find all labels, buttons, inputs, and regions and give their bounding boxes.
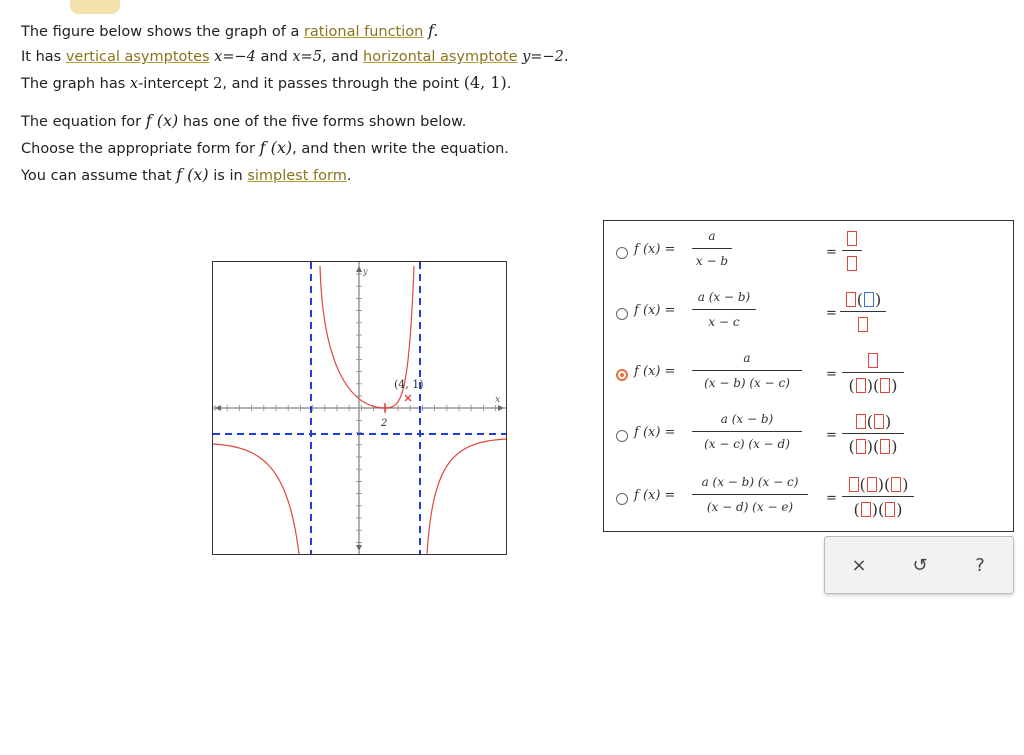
input-slot[interactable] <box>868 353 878 368</box>
denominator: x − c <box>708 315 740 329</box>
input-slot[interactable] <box>891 477 901 492</box>
math-x-5: x=5 <box>292 49 322 65</box>
text: , and <box>321 49 364 65</box>
math-x-neg4: x=−4 <box>214 49 256 65</box>
math-point: (4, 1) <box>463 73 507 92</box>
curve-branch-right <box>427 439 506 554</box>
numerator: a (x − b) <box>697 290 751 304</box>
graph-canvas <box>213 262 508 556</box>
x-axis-label: x <box>495 395 501 405</box>
math-fx: f (x) <box>176 165 209 184</box>
rational-function-link[interactable]: rational function <box>303 24 424 40</box>
option-row-4[interactable] <box>604 404 1015 464</box>
undo-button[interactable]: ↺ <box>912 555 928 576</box>
option-radio-4[interactable] <box>616 430 628 442</box>
text: . <box>346 168 352 184</box>
option-radio-1[interactable] <box>616 247 628 259</box>
math-y-neg2: y=−2. <box>522 49 569 65</box>
horizontal-asymptote-link[interactable]: horizontal asymptote <box>363 49 518 65</box>
math-fx: f (x) <box>259 138 293 157</box>
equals-sign: = <box>826 245 837 260</box>
equals-sign: = <box>826 367 837 382</box>
x-intercept-label: 2 <box>381 418 388 429</box>
answer-input-2[interactable]: ( ) <box>840 289 886 334</box>
answer-input-3[interactable]: ( )( ) <box>842 350 904 395</box>
math-x: x <box>129 76 139 92</box>
text: and <box>255 49 293 65</box>
numerator: a (x − b) (x − c) <box>701 475 799 489</box>
function-graph <box>212 261 507 555</box>
input-slot[interactable] <box>856 414 866 429</box>
input-slot[interactable] <box>880 439 890 454</box>
text: Choose the appropriate form for <box>21 141 260 157</box>
denominator: x − b <box>695 254 729 268</box>
text: The graph has <box>21 76 130 92</box>
numerator: a <box>743 351 751 365</box>
text: It has <box>21 49 66 65</box>
form-fraction <box>692 410 802 453</box>
form-fraction <box>692 349 802 392</box>
option-radio-5[interactable] <box>616 493 628 505</box>
point-label: (4, 1) <box>394 378 424 391</box>
problem-statement <box>21 18 568 97</box>
input-slot[interactable] <box>874 414 884 429</box>
numerator: a (x − b) <box>720 412 774 426</box>
option-radio-3-selected[interactable] <box>616 369 628 381</box>
numerator: a <box>708 229 716 243</box>
answer-forms-panel <box>603 220 1014 532</box>
y-axis-arrow-icon <box>356 266 362 272</box>
text: is in <box>208 168 248 184</box>
equals-sign: = <box>826 491 837 506</box>
answer-input-4[interactable]: ( ) ( )( ) <box>842 411 904 456</box>
option-label: f (x) = <box>634 364 676 379</box>
equals-sign: = <box>826 306 837 321</box>
input-slot[interactable] <box>867 477 877 492</box>
simplest-form-link[interactable]: simplest form <box>247 168 347 184</box>
y-axis-label: y <box>363 267 368 276</box>
math-2: 2 <box>213 76 223 92</box>
form-fraction <box>692 288 756 331</box>
input-slot[interactable] <box>856 378 866 393</box>
intro-text: The figure below shows the graph of a <box>21 24 304 40</box>
input-slot[interactable] <box>849 477 859 492</box>
text: . <box>506 76 512 92</box>
x-intercept-marker <box>380 403 390 413</box>
text: , and then write the equation. <box>292 141 509 157</box>
text: You can assume that <box>21 168 177 184</box>
input-slot[interactable] <box>858 317 868 332</box>
option-radio-2[interactable] <box>616 308 628 320</box>
clear-button[interactable]: × <box>851 555 867 576</box>
curve-branch-left <box>213 444 299 554</box>
denominator: (x − b) (x − c) <box>704 376 790 390</box>
text: -intercept <box>138 76 214 92</box>
text: The equation for <box>21 114 146 130</box>
input-slot[interactable] <box>861 502 871 517</box>
text: has one of the five forms shown below. <box>178 114 467 130</box>
answer-input-5[interactable]: ( )( ) ( )( ) <box>842 474 914 519</box>
option-row-2[interactable] <box>604 282 1015 342</box>
input-slot[interactable] <box>847 256 857 271</box>
y-axis-arrow-down-icon <box>356 545 362 551</box>
answer-input-1[interactable] <box>842 228 862 273</box>
collapse-chevron-tab[interactable] <box>70 0 120 14</box>
x-axis-arrow-icon <box>498 405 504 411</box>
option-row-3[interactable] <box>604 343 1015 403</box>
input-slot[interactable] <box>880 378 890 393</box>
x-axis-arrow-left-icon <box>215 405 221 411</box>
chevron-down-icon <box>70 0 120 14</box>
form-fraction <box>692 227 732 270</box>
input-slot[interactable] <box>885 502 895 517</box>
f-symbol: f. <box>427 21 439 40</box>
form-fraction <box>692 473 808 516</box>
option-label: f (x) = <box>634 242 676 257</box>
point-marker <box>405 395 411 401</box>
denominator: (x − d) (x − e) <box>706 500 794 514</box>
answer-toolbar <box>824 536 1014 594</box>
option-label: f (x) = <box>634 488 676 503</box>
input-slot[interactable] <box>847 231 857 246</box>
option-row-1[interactable] <box>604 221 1015 281</box>
math-fx: f (x) <box>145 111 179 130</box>
option-row-5[interactable] <box>604 467 1015 527</box>
text: , and it passes through the point <box>222 76 464 92</box>
denominator: (x − c) (x − d) <box>704 437 790 451</box>
input-slot-active[interactable] <box>864 292 874 307</box>
equals-sign: = <box>826 428 837 443</box>
input-slot[interactable] <box>856 439 866 454</box>
help-button[interactable]: ? <box>975 555 985 576</box>
vertical-asymptotes-link[interactable]: vertical asymptotes <box>65 49 210 65</box>
input-slot[interactable] <box>846 292 856 307</box>
option-label: f (x) = <box>634 425 676 440</box>
instructions <box>21 108 509 189</box>
option-label: f (x) = <box>634 303 676 318</box>
